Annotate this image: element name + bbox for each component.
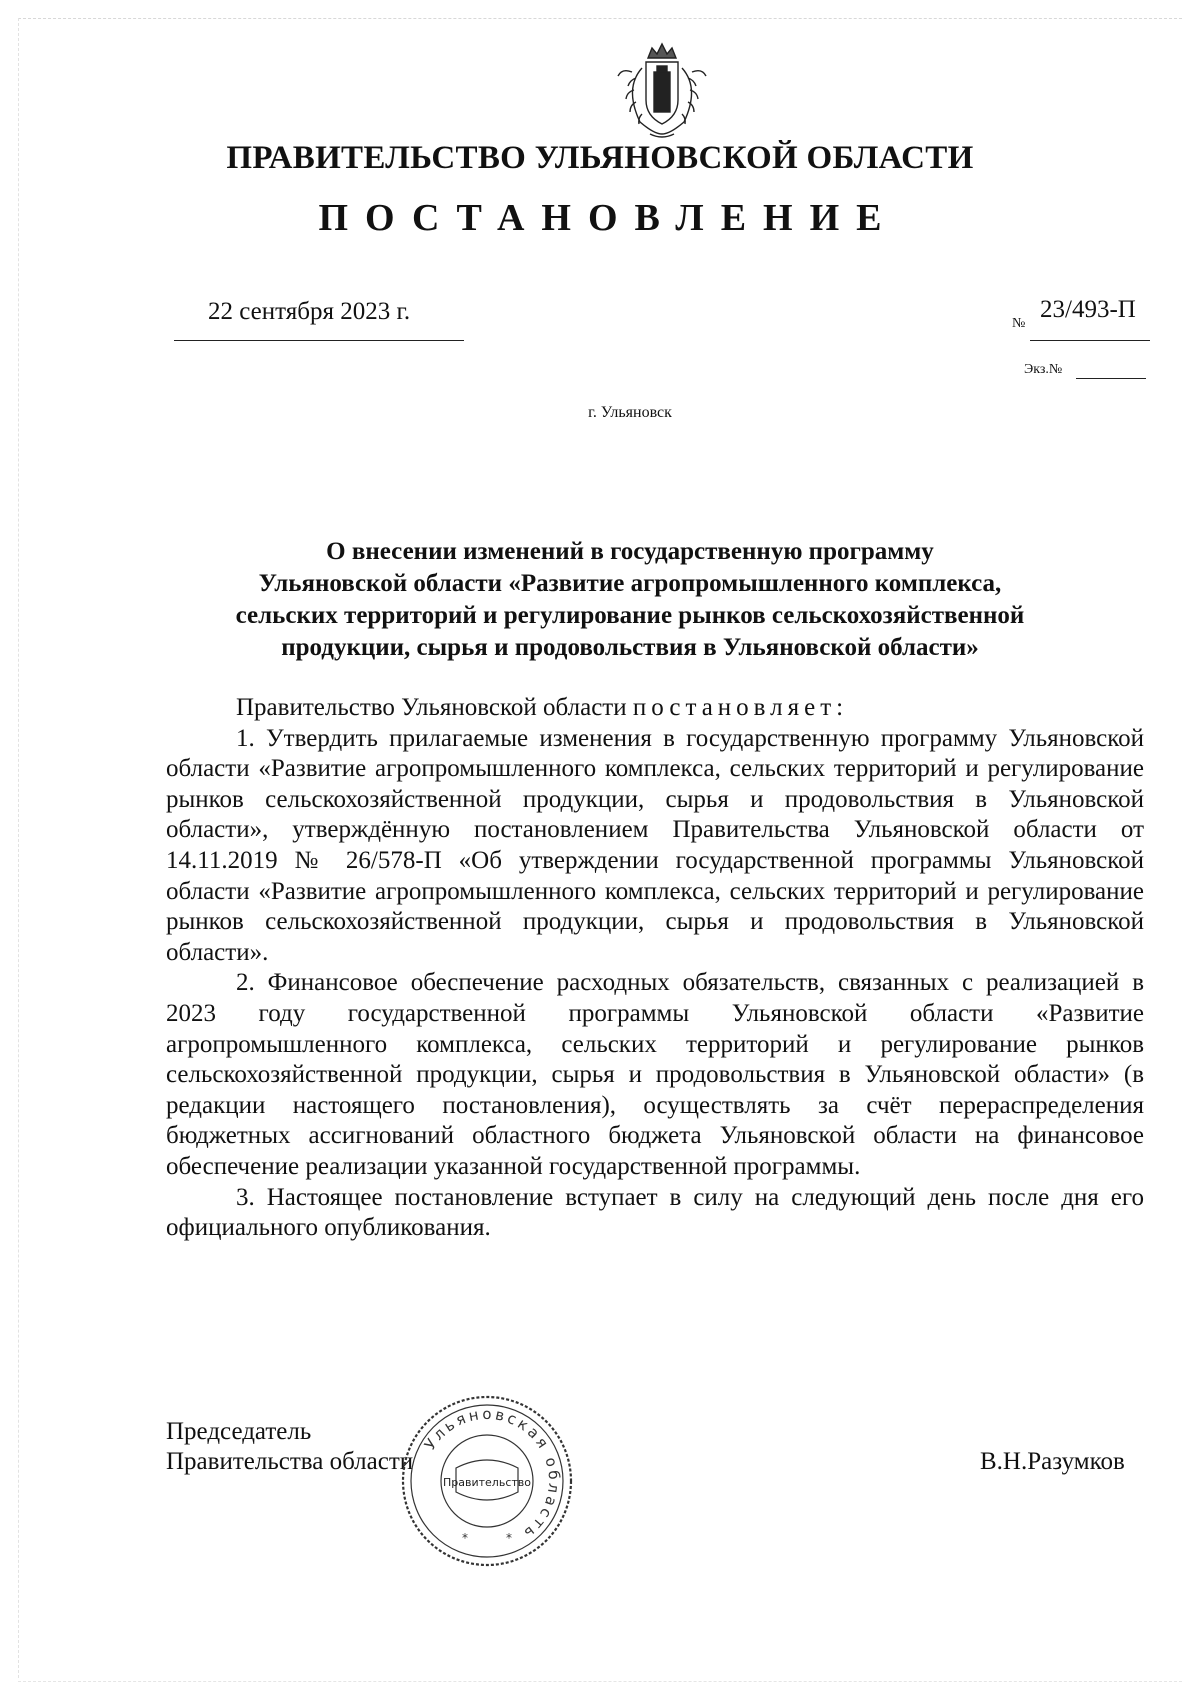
subject-line: О внесении изменений в государственную программу <box>326 538 934 565</box>
preamble-verb: постановляет: <box>632 694 849 721</box>
copy-number-underline <box>1076 378 1146 379</box>
subject-line: продукции, сырья и продовольствия в Ульяновской области» <box>281 634 979 661</box>
document-number: 23/493-П <box>1040 296 1136 323</box>
scan-edge-left <box>18 18 19 1678</box>
paragraph-item-1: 1. Утвердить прилагаемые изменения в государственную программу Ульяновской области «Развитие агропромышленного комплекса, сельских территорий и регулирование рынков сельскохозяйственной продукции, сырья и продовольствия в Ульяновской области», утверждённую постановлением Правительства Ульяновской области от 14.11.2019 № 26/578-П «Об утверждении государственной программы Ульяновской области «Развитие агропромышленного комплекса, сельских территорий и регулирование рынков сельскохозяйственной продукции, сырья и продовольствия в Ульяновской области». <box>166 724 1144 966</box>
svg-text:*: * <box>506 1531 512 1545</box>
scan-edge-bottom <box>18 1681 1182 1682</box>
document-type: ПОСТАНОВЛЕНИЕ <box>318 197 899 239</box>
preamble <box>166 693 1144 724</box>
city: г. Ульяновск <box>588 404 672 421</box>
svg-text:Ульяновская область: Ульяновская область <box>420 1404 564 1545</box>
document-date: 22 сентября 2023 г. <box>208 298 411 325</box>
paragraph-item-3: 3. Настоящее постановление вступает в силу на следующий день после дня его официального опубликования. <box>166 1183 1144 1242</box>
scan-edge-top <box>18 18 1182 19</box>
svg-text:Правительство: Правительство <box>443 1476 531 1489</box>
svg-text:*: * <box>462 1531 468 1545</box>
paragraph-item-2: 2. Финансовое обеспечение расходных обязательств, связанных с реализацией в 2023 году государственной программы Ульяновской области «Развитие агропромышленного комплекса, сельских территорий и регулирование рынков сельскохозяйственной продукции, сырья и продовольствия в Ульяновской области» (в редакции настоящего постановления), осуществлять за счёт перераспределения бюджетных ассигнований областного бюджета Ульяновской области на финансовое обеспечение реализации указанной государственной программы. <box>166 969 1144 1180</box>
position-line: Правительства области <box>166 1448 414 1475</box>
organization-title: ПРАВИТЕЛЬСТВО УЛЬЯНОВСКОЙ ОБЛАСТИ <box>226 140 974 176</box>
position-line: Председатель <box>166 1418 312 1445</box>
document-body <box>166 693 1144 1244</box>
document-subject <box>180 536 1080 664</box>
number-sign: № <box>1012 316 1026 331</box>
subject-line: Ульяновской области «Развитие агропромышленного комплекса, <box>258 570 1002 597</box>
official-seal-icon <box>398 1392 576 1570</box>
preamble-start: Правительство Ульяновской области <box>236 694 627 721</box>
date-underline <box>174 340 464 341</box>
signatory-name: В.Н.Разумков <box>980 1448 1125 1475</box>
number-underline <box>1030 340 1150 341</box>
copy-number-label: Экз.№ <box>1024 362 1063 377</box>
subject-line: сельских территорий и регулирование рынков сельскохозяйственной <box>235 602 1025 629</box>
signatory-position <box>166 1417 413 1477</box>
coat-of-arms-icon <box>610 38 714 142</box>
